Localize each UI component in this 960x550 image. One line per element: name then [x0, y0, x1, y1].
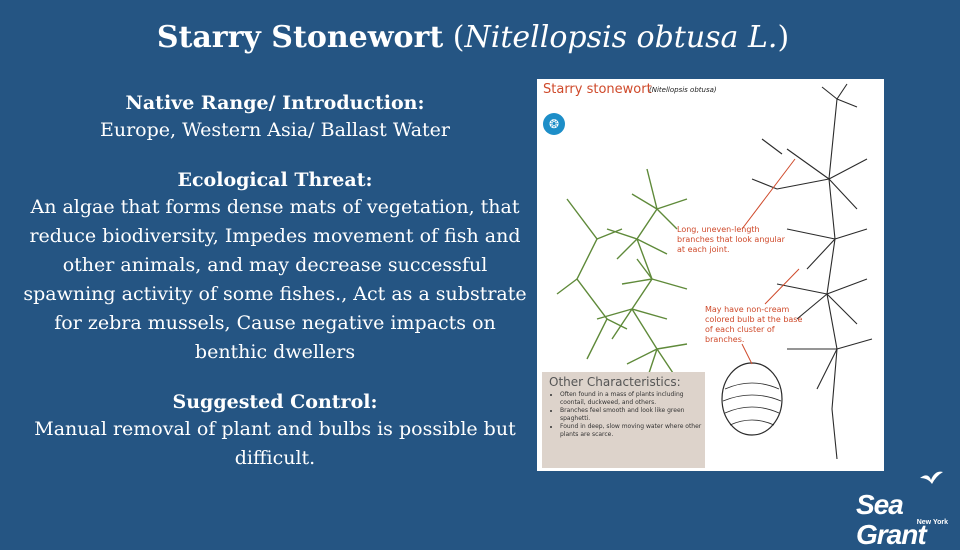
title-main: Starry Stonewort: [156, 20, 444, 55]
bulb-note: May have non-cream colored bulb at the base of each cluster of branches.: [705, 305, 803, 344]
slide-title: [0, 20, 946, 55]
title-paren-open: (: [443, 20, 465, 55]
native-range-section: [20, 90, 530, 145]
species-illustration: [537, 79, 884, 471]
other-characteristics-box: [542, 372, 705, 468]
characteristic-item: • Branches feel smooth and look like green spaghetti.: [560, 407, 705, 423]
title-scientific-name: Nitellopsis obtusa L.: [464, 20, 778, 55]
suggested-control-text: Manual removal of plant and bulbs is possible but difficult.: [34, 418, 516, 469]
branches-note: Long, uneven-length branches that look angular at each joint.: [677, 225, 785, 254]
ecological-threat-section: [20, 167, 530, 367]
suggested-control-heading: Suggested Control:: [172, 391, 378, 413]
ecological-threat-text: An algae that forms dense mats of vegetation, that reduce biodiversity, Impedes movement of fish and other animals, and may decrease successful spawning activity of some fishes., Act as a substrate for zebra mussels, Cause negative impacts on benthic dwellers: [23, 196, 527, 363]
logo-sub-text: New York: [916, 519, 948, 526]
figure-subtitle: (Nitellopsis obtusa): [649, 86, 717, 94]
gull-icon: [918, 468, 944, 490]
characteristic-item: • Found in deep, slow moving water where other plants are scarce.: [560, 423, 705, 439]
logo-main-text: Sea Grant: [856, 489, 926, 550]
figure-title: Starry stonewort: [543, 82, 652, 97]
sea-grant-logo: [856, 489, 956, 550]
other-characteristics-title: Other Characteristics:: [549, 375, 681, 389]
fish-logo-icon: ❂: [543, 113, 565, 135]
native-range-heading: Native Range/ Introduction:: [125, 92, 425, 114]
characteristic-item: • Often found in a mass of plants including coontail, duckweed, and others.: [560, 391, 705, 407]
native-range-text: Europe, Western Asia/ Ballast Water: [99, 119, 450, 141]
ecological-threat-heading: Ecological Threat:: [177, 169, 373, 191]
title-paren-close: ): [777, 20, 790, 55]
suggested-control-section: [20, 389, 530, 473]
info-column: [20, 90, 530, 495]
